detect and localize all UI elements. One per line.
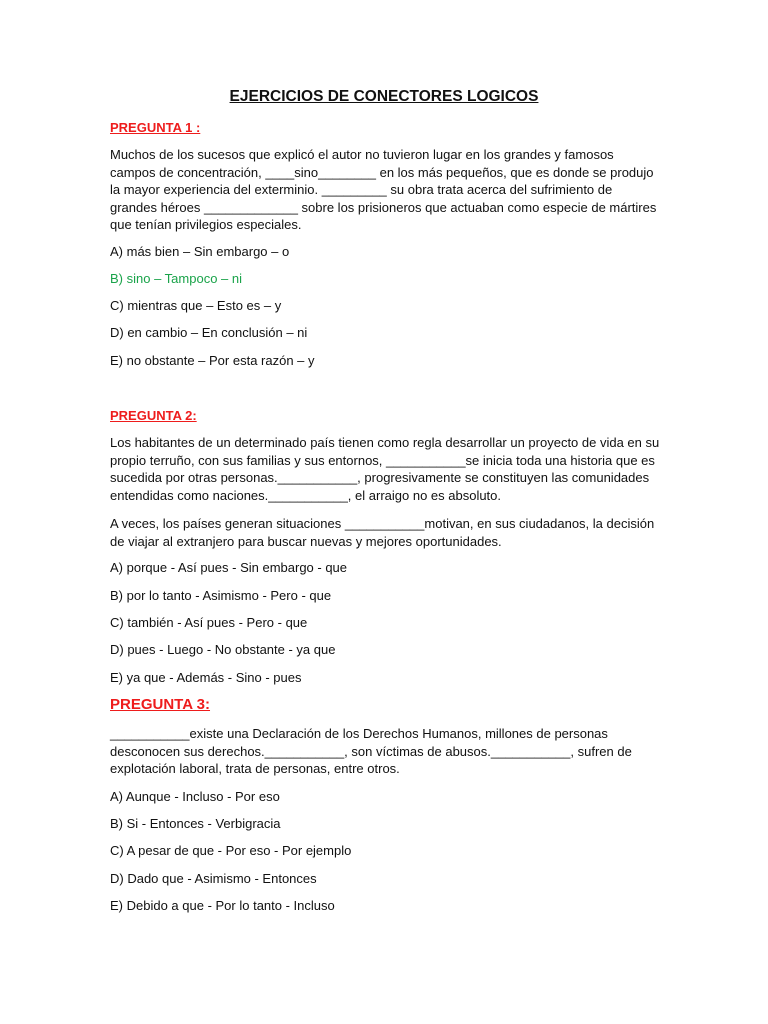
- question-3-option-a: A) Aunque - Incluso - Por eso: [110, 789, 280, 804]
- question-3-paragraph: ___________existe una Declaración de los Derechos Humanos, millones de personas desconocen sus derechos.___________, son víctimas de abusos.___________, sufren de explotación laboral, trata de personas, entre otros.: [110, 726, 632, 777]
- question-1-option-c: C) mientras que – Esto es – y: [110, 298, 282, 313]
- question-1-option-b-correct: B) sino – Tampoco – ni: [110, 271, 242, 286]
- document-title: EJERCICIOS DE CONECTORES LOGICOS: [229, 88, 539, 105]
- question-3-option-c: C) A pesar de que - Por eso - Por ejemplo: [110, 843, 352, 858]
- question-2-option-b: B) por lo tanto - Asimismo - Pero - que: [110, 588, 332, 603]
- question-3-option-d: D) Dado que - Asimismo - Entonces: [110, 871, 317, 886]
- question-2-option-a: A) porque - Así pues - Sin embargo - que: [110, 560, 348, 575]
- question-2-paragraph-2: A veces, los países generan situaciones ___________motivan, en sus ciudadanos, la decisión de viajar al extranjero para buscar nuevas y mejores oportunidades.: [110, 516, 655, 549]
- question-2-heading: PREGUNTA 2:: [110, 408, 197, 423]
- question-2-paragraph-1: Los habitantes de un determinado país tienen como regla desarrollar un proyecto de vida en su propio terruño, con sus familias y sus entornos, ___________se inicia toda una historia que es sucedida por otras personas.___________, progresivamente se constituyen las comunidades entendidas como naciones.___________, el arraigo no es absoluto.: [110, 435, 660, 503]
- question-2-option-e: E) ya que - Además - Sino - pues: [110, 670, 302, 685]
- question-1-option-d: D) en cambio – En conclusión – ni: [110, 325, 308, 340]
- question-3-option-b: B) Si - Entonces - Verbigracia: [110, 816, 281, 831]
- question-1-option-e: E) no obstante – Por esta razón – y: [110, 353, 315, 368]
- question-2-option-d: D) pues - Luego - No obstante - ya que: [110, 642, 336, 657]
- question-3-option-e: E) Debido a que - Por lo tanto - Incluso: [110, 898, 335, 913]
- question-1-heading: PREGUNTA 1 :: [110, 120, 201, 135]
- question-2-option-c: C) también - Así pues - Pero - que: [110, 615, 308, 630]
- question-1-option-a: A) más bien – Sin embargo – o: [110, 244, 290, 259]
- question-3-heading: PREGUNTA 3:: [110, 696, 211, 713]
- question-1-paragraph: Muchos de los sucesos que explicó el autor no tuvieron lugar en los grandes y famosos campos de concentración, ____sino________ en los más pequeños, que es donde se produjo la mayor experiencia del exterminio. _________ su obra trata acerca del sufrimiento de grandes héroes _____________ sobre los prisioneros que actuaban como especie de mártires que tenían privilegios especiales.: [110, 147, 657, 233]
